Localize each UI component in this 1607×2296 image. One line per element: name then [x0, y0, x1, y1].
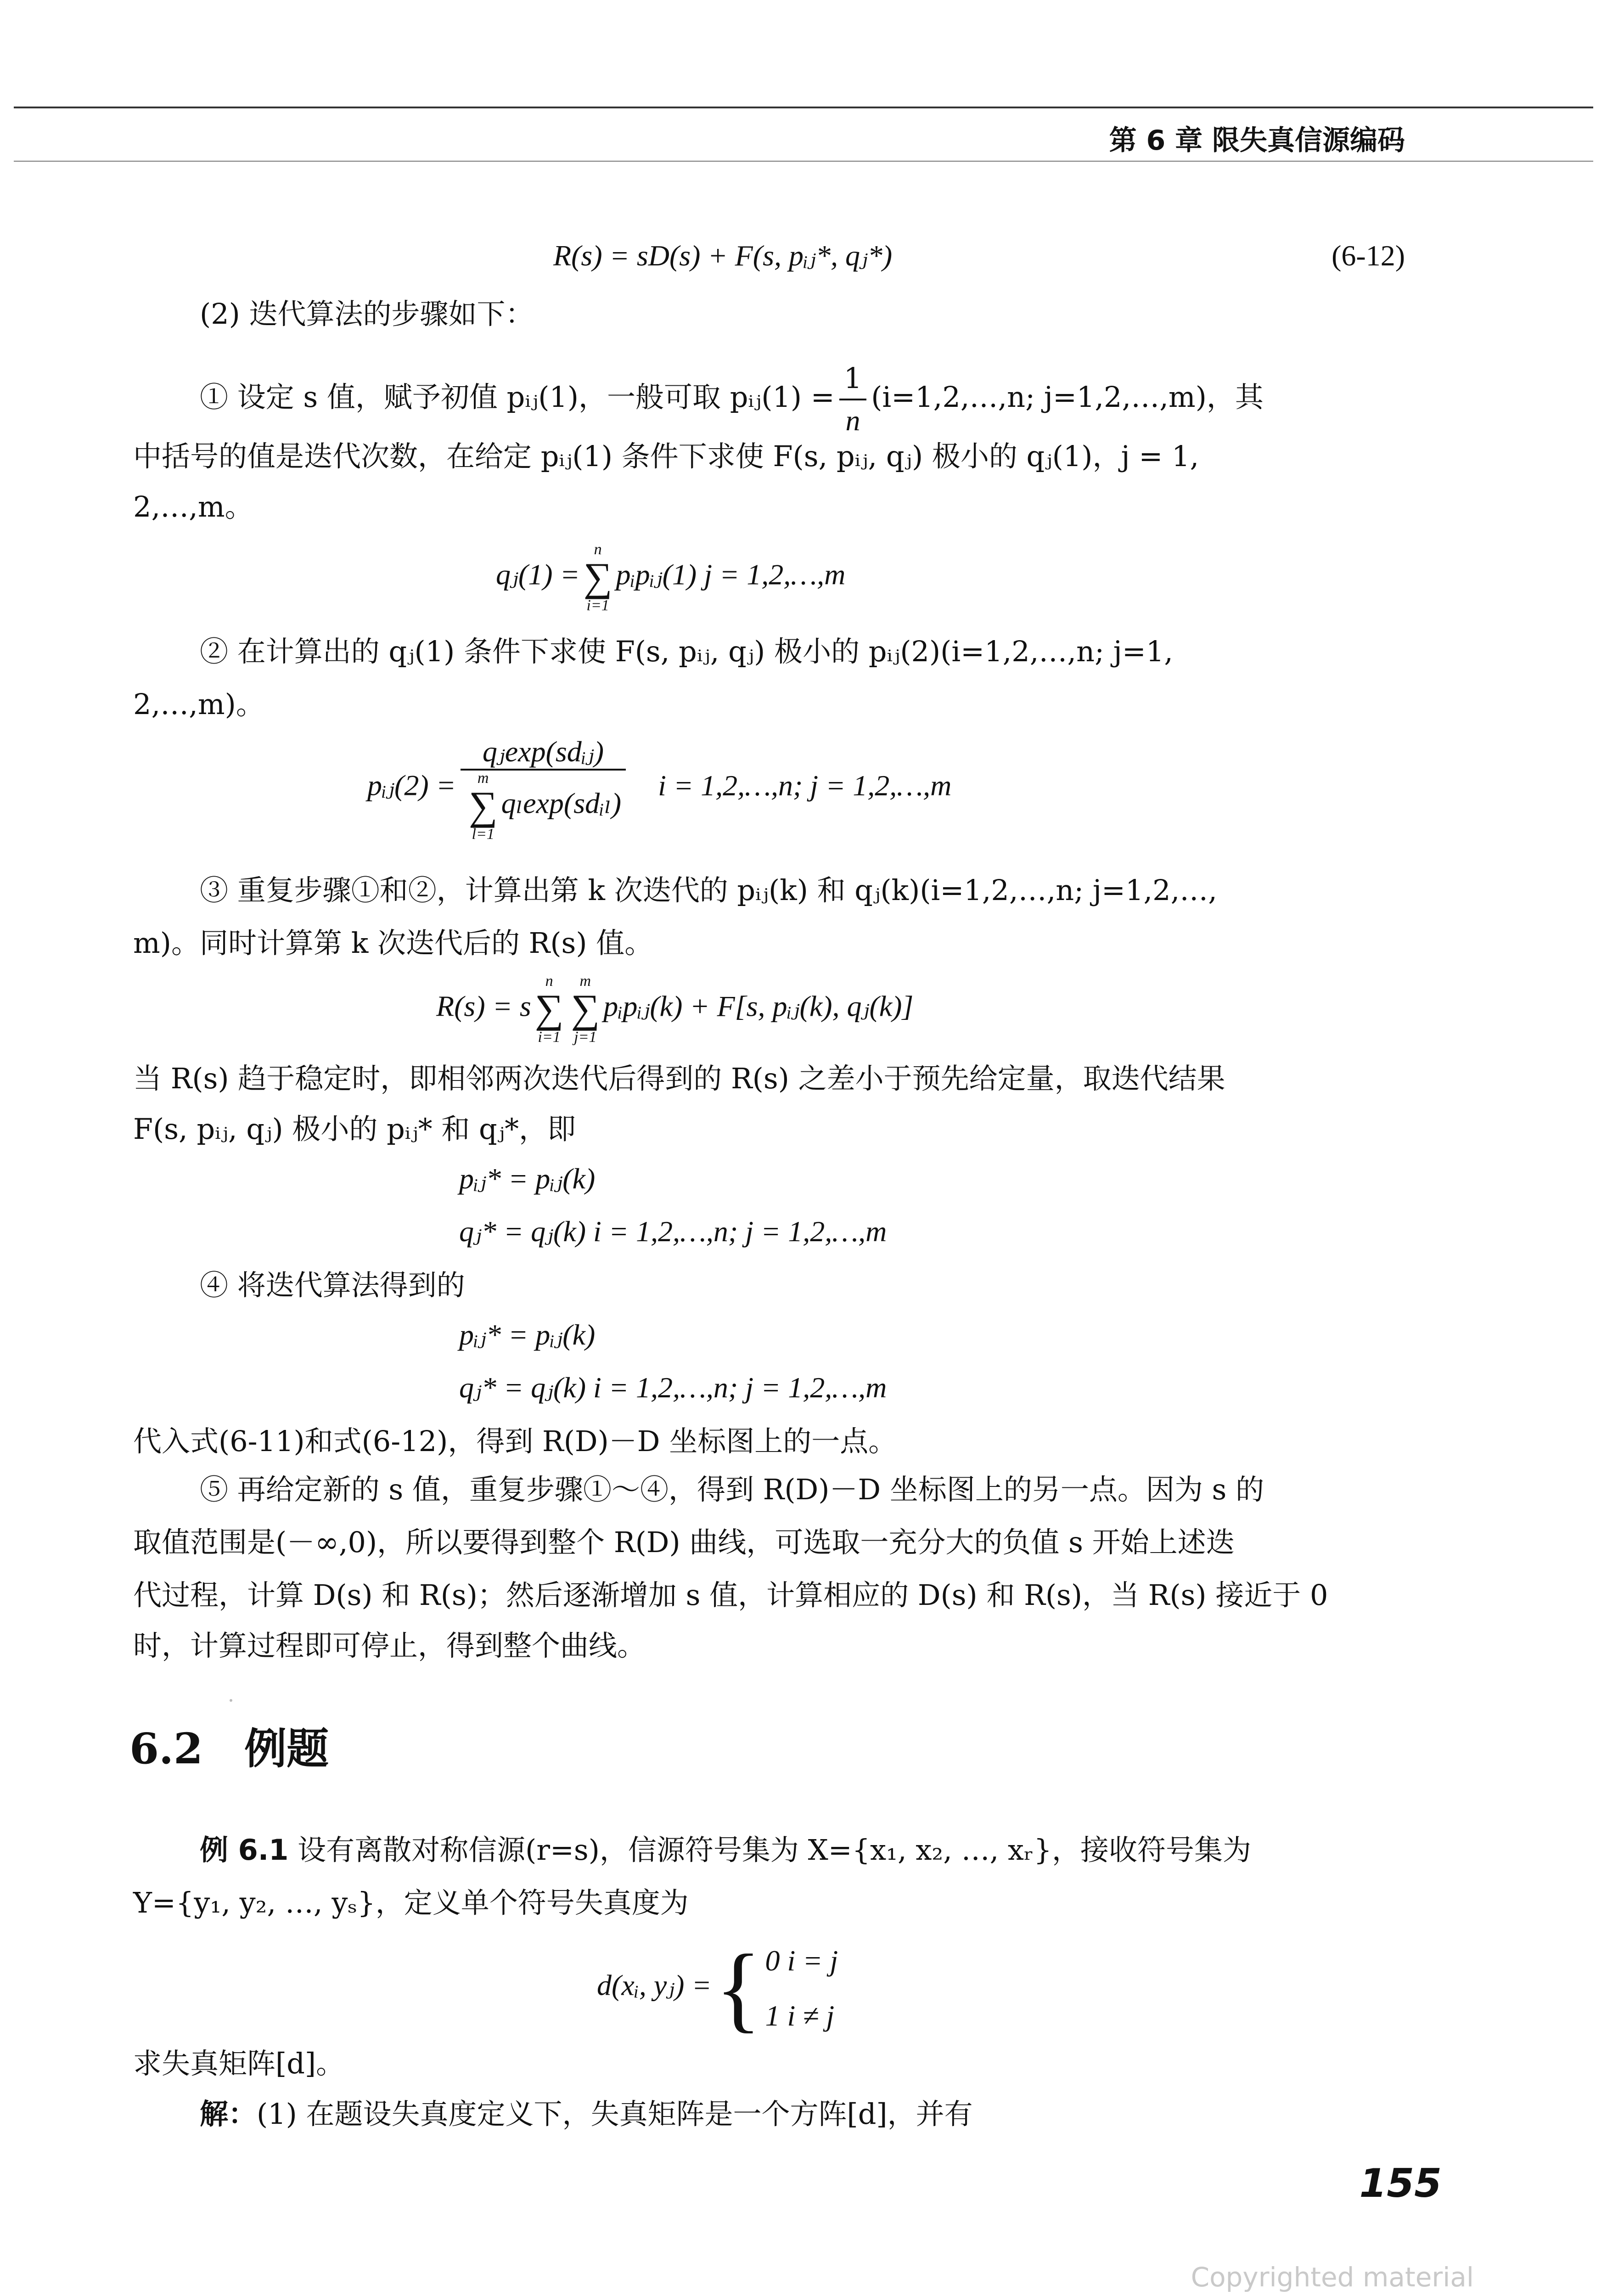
distortion-lhs: d(xᵢ, yⱼ) =	[597, 1969, 712, 2002]
step3-line2: m)。同时计算第 k 次迭代后的 R(s) 值。	[133, 926, 653, 960]
step4-line1: ④ 将迭代算法得到的	[200, 1268, 465, 1302]
equation-6-12: R(s) = sD(s) + F(s, pᵢⱼ*, qⱼ*)	[553, 239, 893, 272]
step4-qj: qⱼ* = qⱼ(k) i = 1,2,…,n; j = 1,2,…,m	[459, 1371, 887, 1404]
solution-line	[200, 2094, 973, 2134]
step3-line4: F(s, pᵢⱼ, qⱼ) 极小的 pᵢⱼ* 和 qⱼ*，即	[133, 1112, 576, 1146]
sum-lower: j=1	[574, 1029, 597, 1046]
example-line2: Y={y₁, y₂, …, yₛ}，定义单个符号失真度为	[133, 1886, 689, 1919]
pij2-den-term: qₗexp(sdᵢₗ)	[501, 787, 622, 820]
step1-text-b: (i=1,2,…,n; j=1,2,…,m)，其	[871, 380, 1264, 414]
step4-pij: pᵢⱼ* = pᵢⱼ(k)	[459, 1318, 596, 1351]
case-equal: 0 i = j	[765, 1944, 838, 1977]
pij2-numerator: qⱼexp(sdᵢⱼ)	[461, 735, 626, 771]
step1-line3: 2,…,m。	[133, 490, 253, 523]
equation-rs-iter	[436, 974, 913, 1045]
pij2-fraction	[461, 735, 626, 842]
rs-lhs: R(s) = s	[436, 990, 531, 1023]
example-line3: 求失真矩阵[d]。	[133, 2047, 345, 2080]
converged-pij: pᵢⱼ* = pᵢⱼ(k)	[459, 1162, 596, 1195]
page-number: 155	[1359, 2161, 1442, 2206]
sum-upper: n	[545, 973, 553, 990]
qj1-lhs: qⱼ(1) =	[496, 558, 580, 591]
pij2-denominator	[461, 771, 626, 842]
fraction-one-over-n	[839, 358, 866, 441]
section-title: 例题	[244, 1724, 329, 1773]
step4-line2: 代入式(6-11)和式(6-12)，得到 R(D)－D 坐标图上的一点。	[133, 1424, 897, 1458]
scan-speck	[230, 1699, 232, 1702]
step3-line1: ③ 重复步骤①和②，计算出第 k 次迭代的 pᵢⱼ(k) 和 qⱼ(k)(i=1,2,…,n; j=1,2,…,	[200, 873, 1218, 907]
converged-qj: qⱼ* = qⱼ(k) i = 1,2,…,n; j = 1,2,…,m	[459, 1215, 887, 1248]
step5-line4: 时，计算过程即可停止，得到整个曲线。	[133, 1629, 646, 1662]
section-number: 6.2	[129, 1724, 203, 1773]
step1-line1	[200, 358, 1264, 441]
fraction-numerator: 1	[839, 358, 866, 400]
steps-heading: (2) 迭代算法的步骤如下：	[200, 297, 534, 331]
solution-text: (1) 在题设失真度定义下，失真矩阵是一个方阵[d]，并有	[257, 2097, 973, 2131]
header-rule-bottom	[14, 161, 1593, 162]
step2-line2: 2,…,m)。	[133, 687, 264, 721]
sum-lower: l=1	[472, 826, 494, 843]
example-line1	[200, 1830, 1251, 1870]
qj1-rhs: pᵢpᵢⱼ(1) j = 1,2,…,m	[616, 558, 846, 591]
sum-upper: n	[594, 541, 602, 558]
equation-number: (6-12)	[1332, 239, 1405, 272]
example-text: 设有离散对称信源(r=s)，信源符号集为 X={x₁, x₂, …, xᵣ}，接收符号集为	[288, 1833, 1251, 1867]
step3-line3: 当 R(s) 趋于稳定时，即相邻两次迭代后得到的 R(s) 之差小于预先给定量，取迭代结果	[133, 1062, 1225, 1095]
sum-symbol: m ∑ l=1	[468, 770, 498, 843]
header-rule-top	[14, 107, 1593, 108]
sum-symbol-j: m ∑ j=1	[571, 973, 600, 1046]
copyright-watermark: Copyrighted material	[1191, 2262, 1474, 2293]
example-label: 例 6.1	[200, 1833, 289, 1867]
equation-qj1	[496, 542, 845, 613]
rs-rhs: pᵢpᵢⱼ(k) + F[s, pᵢⱼ(k), qⱼ(k)]	[603, 990, 914, 1023]
case-unequal: 1 i ≠ j	[765, 1999, 835, 2032]
equation-pij2	[367, 735, 951, 842]
brace-icon: {	[715, 1935, 762, 2042]
step1-line2: 中括号的值是迭代次数，在给定 pᵢⱼ(1) 条件下求使 F(s, pᵢⱼ, qⱼ) 极小的 qⱼ(1)，j = 1,	[133, 439, 1199, 473]
pij2-range: i = 1,2,…,n; j = 1,2,…,m	[658, 769, 952, 802]
sum-upper: m	[579, 973, 591, 990]
step2-line1: ② 在计算出的 qⱼ(1) 条件下求使 F(s, pᵢⱼ, qⱼ) 极小的 pᵢⱼ(2)(i=1,2,…,n; j=1,	[200, 635, 1173, 668]
step5-line1: ⑤ 再给定新的 s 值，重复步骤①～④，得到 R(D)－D 坐标图上的另一点。因为 s 的	[200, 1473, 1264, 1506]
sum-symbol: n ∑ i=1	[583, 541, 612, 614]
step5-line3: 代过程，计算 D(s) 和 R(s)；然后逐渐增加 s 值，计算相应的 D(s) 和 R(s)，当 R(s) 接近于 0	[133, 1578, 1328, 1612]
chapter-header: 第 6 章 限失真信源编码	[1109, 124, 1405, 157]
sum-upper: m	[477, 770, 489, 787]
section-heading	[129, 1715, 329, 1776]
step5-line2: 取值范围是(－∞,0)，所以要得到整个 R(D) 曲线，可选取一充分大的负值 s 开始上述迭	[133, 1525, 1235, 1559]
equation-distortion	[597, 1933, 838, 2043]
sum-lower: i=1	[538, 1029, 561, 1046]
sum-lower: i=1	[586, 597, 609, 614]
distortion-cases	[765, 1933, 838, 2043]
solution-label: 解：	[200, 2097, 257, 2131]
pij2-lhs: pᵢⱼ(2) =	[367, 769, 456, 802]
step1-text-a: ① 设定 s 值，赋予初值 pᵢⱼ(1)，一般可取 pᵢⱼ(1) =	[200, 380, 835, 414]
fraction-denominator: n	[845, 404, 860, 437]
sum-symbol-i: n ∑ i=1	[534, 973, 564, 1046]
